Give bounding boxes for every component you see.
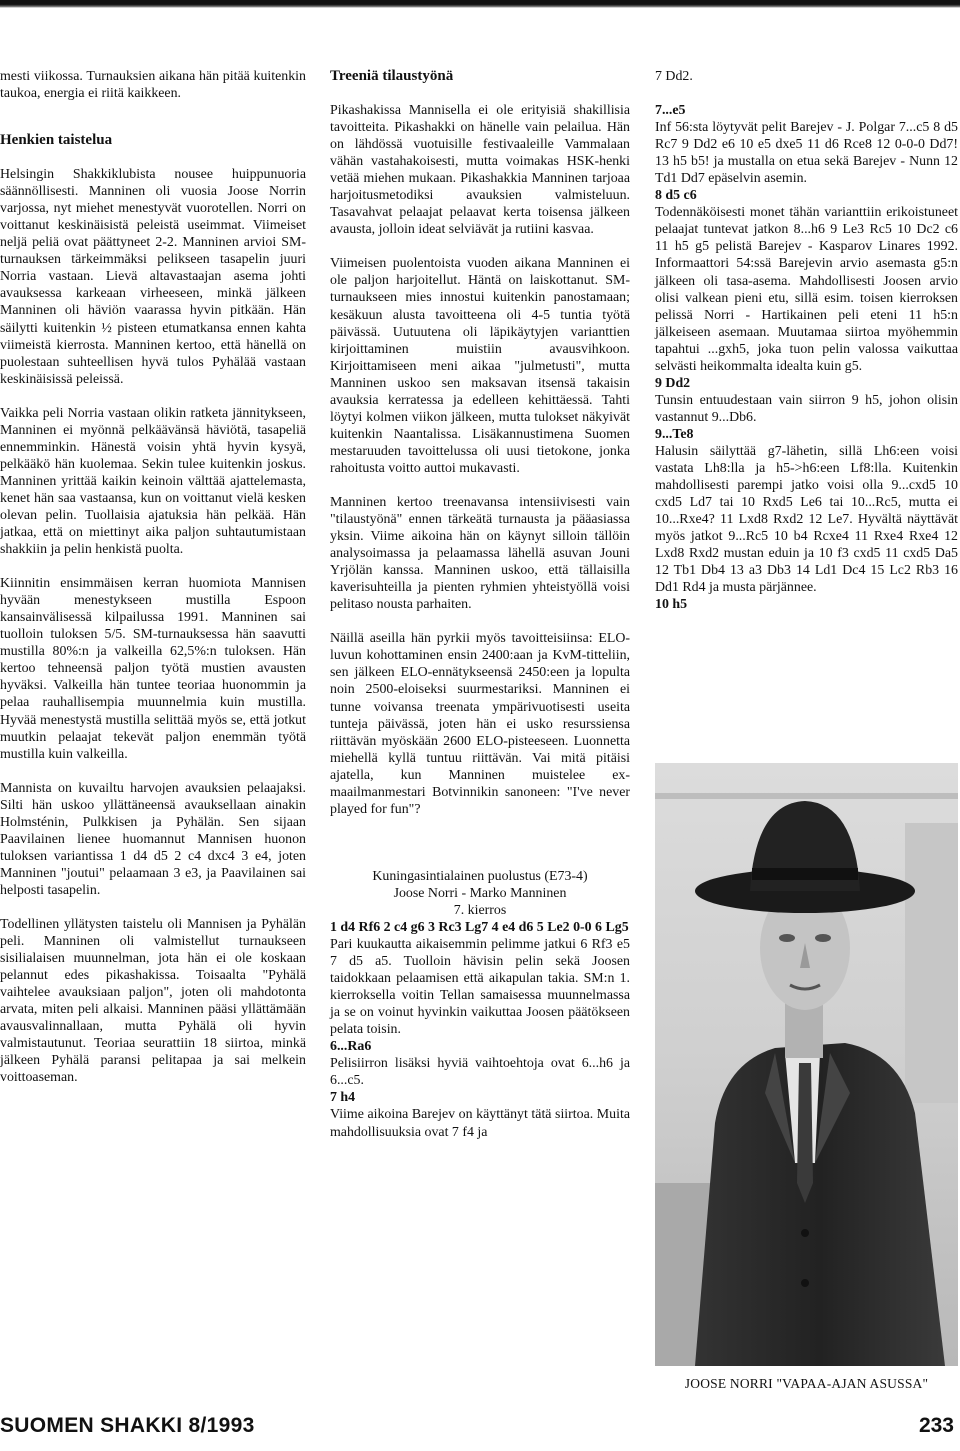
- game-moves: 9 Dd2: [655, 375, 691, 391]
- annotation: Pari kuukautta aikaisemmin pelimme jatkui 6 Rf3 e5 7 d5 a5. Tuolloin hävisin pelin sekä Joosen taidokkaan pelaamisen että aikapulan takia. SM:n 1. kierroksella voitin Tellan samaisessa muunnelmassa ja se on voinut hyvinkin vaikuttaa Joosen päätökseen pelata toisin.: [330, 937, 630, 1038]
- game-moves: 8 d5 c6: [655, 188, 697, 204]
- annotation: Pelisiirron lisäksi hyviä vaihtoehtoja ovat 6...h6 ja 6...c5.: [330, 1056, 630, 1089]
- column-3: [655, 68, 958, 613]
- game-moves: 7 h4: [330, 1090, 356, 1106]
- paragraph: Vaikka peli Norria vastaan olikin ratketa jännitykseen, Manninen ei myönnä pelkäävänsä häviötä, tasapeliä ennemminkin. Hänestä voisin yhtä hyvin kysyä, pelkääkö hän kuolemaa. Sekin tulee kuitenkin joskus. Manninen yrittää kaikin keinoin välttää ajattelemasta, kenet hän saa vastaansa, kun on voittanut vielä kesken olevan pelin. Tuollaisia ajatuksia hän pelkää. Hän jatkaa, että on miettinyt aika paljon suhtautumistaan shakkiin ja pelin henkistä puolta.: [0, 405, 306, 558]
- photo-caption: JOOSE NORRI "VAPAA-AJAN ASUSSA": [684, 1376, 929, 1391]
- section-heading: Treeniä tilaustyönä: [330, 68, 454, 84]
- game-round: 7. kierros: [453, 902, 507, 918]
- top-rule: [0, 0, 960, 8]
- annotation: Todennäköisesti monet tähän varianttiin erikoistuneet pelaajat tuntevat jatkon 8...h6 9 Le3 Rc5 10 Dc2 c6 11 h5 g5 pelistä Barejev - Kasparov Linares 1992. Informaattori 54:ssä Barejevin arvio asemasta g5:n jälkeen oli tasa-asema. Mahdollisesti Joosen arvio olisi valkean pieni etu, sillä esim. toisen kierroksen pelissä Norri - Hartikainen peli eteni 11 h5:n jälkeiseen asemaan. Muutamaa siirtoa myöhemmin tapahtui ...gxh5, joka tuon pelin valossa vaikuttaa selvästi heikommalta idealta kuin g5.: [655, 205, 958, 374]
- paragraph: Näillä aseilla hän pyrkii myös tavoitteisiinsa: ELO-luvun kohottaminen ensin 2400:aan ja KvM-titteliin, sen jälkeen ELO-ennätykseensä 2450:een ja lopulta noin 2500-eloiseksi suurmestariksi. Manninen ei tunne voivansa treenata ympärivuotisesti useita tunteja päivässä, joten hän ei usko resurssiensa riittävän myöskään 2600 ELO-pisteeseen. Luonnetta miehellä kyllä tuntuu riittävän. Vai mitä pitäisi ajatella, kun Manninen muistelee ex-maailmanmestari Botvinnikin sanoneen: "I've never played for fun"?: [330, 631, 630, 817]
- section-heading: Henkien taistelua: [0, 132, 113, 149]
- page-number: 233: [918, 1414, 954, 1437]
- annotation: Halusin säilyttää g7-lähetin, sillä Lh6:een voisi vastata Lh8:lla ja h5->h6:een Lf8:lla. Kuitenkin mahdollisesti parempi jatko voisi olla 9...cxd5 10 cxd5 Ld7 tai 10 Rxd5 Le6 tai 10...Rc5, mutta ei 10...Rxe4? 11 Lxd8 Rxd2 12 Le7. Hyvältä näyttävät myös jatkot 9...Rc5 10 b4 Rcxe4 11 Rxe4 Rxe4 12 Lxd8 Rxd2 mustan eduin ja 10 f3 cxd5 11 cxd5 Da5 12 Tb1 Db4 13 a3 Db3 14 Ld1 Dc4 15 Lc2 Rb3 16 Dd1 Rd4 ja musta pärjännee.: [655, 443, 958, 596]
- paragraph: Kiinnitin ensimmäisen kerran huomiota Mannisen hyvään menestykseen mustilla Espoon kansainvälisessä kilpailussa 1991. Manninen sai tuolloin tuloksen 5/5. SM-turnauksessa hän saavutti mustilla 80%:n ja valkeilla 62,5%:n tuloksen. Hän kertoo tehneensä paljon työtä mustien avausten hyväksi. Valkeilla hän tuntee teoriaa huonommin ja pelaa rauhallisempia muunnelmia kuin mustilla. Hyvää menestystä mustilla selittää myös se, että jotkut muutkin pelaajat tekevät paljon enemmän työtä mustilla kuin valkeilla.: [0, 576, 306, 762]
- paragraph: Mannista on kuvailtu harvojen avauksien pelaajaksi. Silti hän uskoo yllättäneensä avauksellaan ainakin Holmsténin, Pulkkisen ja Pyhälän. Sen sijaan Paavilainen lienee huomannut Mannisen huonon tuloksen variantissa 1 d4 d5 2 c4 dxc4 3 e4, joten Manninen "joutui" pelaamaan 3 e3, ja Paavilainen sai helposti tasapelin.: [0, 780, 306, 898]
- paragraph: Viimeisen puolentoista vuoden aikana Manninen ei ole paljon harjoitellut. Häntä on laiskottanut. SM-turnaukseen mies innostui kuitenkin panostamaan; kesäkuun alusta tavoitteena oli 4-5 tuntia työtä päivässä. Uutuutena oli läpikäytyjen varianttien kirjoittaminen muistiin avausvihkoon. Kirjoittamiseen meni aikaa "julmetusti", mutta Manninen uskoo sen maksavan itsensä takaisin avauksia kerratessa ja edelleen kehittäessä. Tahti löytyi kolmen viikon jälkeen, mutta tulokset näkyivät kuitenkin Naantalissa. Lisäkannustimena Suomen mestaruuden tavoittelussa oli uusi tietokone, jonka rahoitusta voitto auttoi mukavasti.: [330, 256, 630, 476]
- game-moves: 6...Ra6: [330, 1039, 372, 1055]
- annotation: 7 Dd2.: [655, 69, 693, 84]
- game-moves: 1 d4 Rf6 2 c4 g6 3 Rc3 Lg7 4 e4 d6 5 Le2 0-0 6 Lg5: [330, 919, 629, 935]
- paragraph: mesti viikossa. Turnauksien aikana hän pitää kuitenkin taukoa, energia ei riitä kaikkeen.: [0, 69, 306, 102]
- game-players: Joose Norri - Marko Manninen: [393, 885, 567, 901]
- game-moves: 10 h5: [655, 597, 688, 613]
- column-1: [0, 68, 306, 1103]
- annotation: Viime aikoina Barejev on käyttänyt tätä siirtoa. Muita mahdollisuuksia ovat 7 f4 ja: [330, 1107, 630, 1140]
- column-2: [330, 68, 630, 1141]
- paragraph: Helsingin Shakkiklubista nousee huippunuoria säännöllisesti. Manninen oli vuosia Joose Norrin varjossa, nyt miehet menestyvät vuorotellen. Norri on voittanut keskinäisistä peleistä useimmat. Viimeiset neljä peliä ovat päättyneet 2-2. Manninen arvioi SM-turnauksen tärkeimmäksi pelikseen tasapelin juuri Norria vastaan. Lievä altavastaajan asema johti avauksessa karkeaan virheeseen, minkä jälkeen Manninen oli häviön vaarassa hyvin pitkään. Hän säilytti kuitenkin ½ pisteen etumatkansa ennen kahta viimeistä kierrosta. Manninen kertoo, että hänellä on puolestaan suhteellisen hyvä tulos Pyhälää vastaan keskinäisissä peleissä.: [0, 167, 306, 387]
- annotation: Inf 56:sta löytyvät pelit Barejev - J. Polgar 7...c5 8 d5 Rc7 9 Dd2 e6 10 e5 dxe5 11 d6 Rce8 12 0-0-0 Dd7! 13 h5 b5! ja mustalla on etua sekä Barejev - Nunn 12 Td1 Dd7 epäselvin asemin.: [655, 120, 958, 187]
- game-opening-title: Kuningasintialainen puolustus (E73-4): [372, 868, 588, 884]
- paragraph: Pikashakissa Mannisella ei ole erityisiä shakillisia tavoitteita. Pikashakki on hänelle vain pelailua. Hän on lähdössä vuotuisille festivaaleille Vammalaan vähän vastahakoisesti, mutta voimakas HSK-henki vetää miehen mukaan. Pikashakkia Manninen tarjoaa harjoitusmetodiksi avauksien valmisteluun. Tasavahvat pelaajat pelaavat kerta toisensa jälkeen avausta, jolloin ideat selviävät ja rutiini kasvaa.: [330, 103, 630, 238]
- portrait-photo: [655, 763, 958, 1366]
- magazine-issue: SUOMEN SHAKKI 8/1993: [0, 1414, 255, 1437]
- game-moves: 9...Te8: [655, 426, 694, 442]
- paragraph: Todellinen yllätysten taistelu oli Mannisen ja Pyhälän peli. Manninen oli valmistellut turnaukseen sisilialaisen muunnelman, jota hän ei ole koskaan pelannut edes pikashakissa. Toisaalta "Pyhälä vaihtelee avauksiaan paljon", joten oli mahdotonta arvata, miten peli alkaisi. Manninen pääsi yllättämään avausvalinnallaan, mutta Pyhälä oli hyvin valmistautunut. Teoriaa seurattiin 18 siirtoa, minkä jälkeen Pyhälä paransi pelitapaa ja sai melkein voittoaseman.: [0, 916, 306, 1086]
- game-moves: 7...e5: [655, 103, 686, 119]
- annotation: Tunsin entuudestaan vain siirron 9 h5, johon olisin vastannut 9...Db6.: [655, 392, 958, 425]
- paragraph: Manninen kertoo treenavansa intensiivisesti vain "tilaustyönä" ennen tärkeätä turnausta ja pääasiassa yksin. Viime aikoina hän on käynyt silloin tällöin analysoimassa ja pelaamassa lähellä asuvan Jouni Yrjölän kanssa. Manninen uskoo, että tällaisilla kaverisuhteilla ja pienten ryhmien yhteistyöllä voisi pelitaso nousta parhaiten.: [330, 494, 630, 613]
